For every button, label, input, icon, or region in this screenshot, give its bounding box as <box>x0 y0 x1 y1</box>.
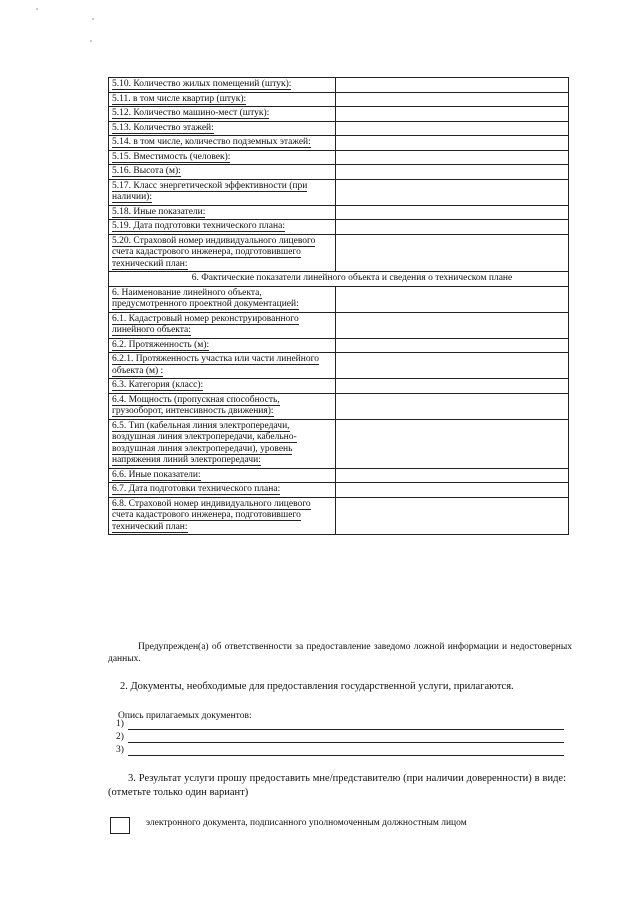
field-value-cell[interactable] <box>336 121 569 136</box>
field-value-cell[interactable] <box>336 234 569 272</box>
field-value-cell[interactable] <box>336 150 569 165</box>
field-value-cell[interactable] <box>336 286 569 312</box>
form-row <box>109 179 569 205</box>
field-label <box>109 78 336 93</box>
field-label-text: 5.13. Количество этажей: <box>112 122 214 133</box>
field-value-cell[interactable] <box>336 136 569 151</box>
field-label-text: 5.17. Класс энергетической эффективности (при наличии): <box>112 180 308 202</box>
scan-speck <box>90 40 92 42</box>
field-value-cell[interactable] <box>336 220 569 235</box>
field-label-text: 5.11. в том числе квартир (штук): <box>112 93 247 104</box>
blank-line <box>128 742 564 743</box>
form-row <box>109 205 569 220</box>
field-label-text: 5.10. Количество жилых помещений (штук): <box>112 79 292 89</box>
field-label-text: 6.2.1. Протяженность участка или части линейного объекта (м) : <box>112 354 320 376</box>
field-value-cell[interactable] <box>336 393 569 419</box>
field-label <box>109 419 336 468</box>
field-label <box>109 121 336 136</box>
form-row <box>109 78 569 93</box>
scan-speck <box>36 8 38 10</box>
field-label <box>109 234 336 272</box>
field-value-cell[interactable] <box>336 497 569 535</box>
section-header-row <box>109 272 569 287</box>
field-label <box>109 150 336 165</box>
field-label-text: 5.15. Вместимость (человек): <box>112 151 231 162</box>
documents-paragraph: 2. Документы, необходимые для предоставления государственной услуги, прилагаются. <box>120 681 514 692</box>
field-label <box>109 312 336 338</box>
field-label-text: 5.18. Иные показатели: <box>112 206 206 217</box>
field-label-text: 6.2. Протяженность (м): <box>112 339 210 350</box>
field-value-cell[interactable] <box>336 179 569 205</box>
field-label-text: 6.5. Тип (кабельная линия электропередачи, воздушная линия электропередачи, кабельно-воздушная линия электропередачи), уровень напряжения линий электропередачи: <box>112 420 297 465</box>
field-label-text: 6. Наименование линейного объекта, предусмотренного проектной документацией: <box>112 287 299 309</box>
inventory-title: Опись прилагаемых документов: <box>118 711 252 721</box>
form-row <box>109 220 569 235</box>
electronic-document-checkbox[interactable] <box>110 817 130 834</box>
field-label <box>109 497 336 535</box>
field-label-text: 5.14. в том числе, количество подземных этажей: <box>112 137 311 147</box>
form-row <box>109 497 569 535</box>
field-label <box>109 353 336 379</box>
field-label <box>109 220 336 235</box>
scan-speck <box>92 18 94 20</box>
field-value-cell[interactable] <box>336 338 569 353</box>
field-label-text: 6.7. Дата подготовки технического плана: <box>112 484 281 494</box>
field-label <box>109 179 336 205</box>
electronic-document-option-label: электронного документа, подписанного уполномоченным должностным лицом <box>146 818 467 828</box>
field-value-cell[interactable] <box>336 312 569 338</box>
field-label <box>109 286 336 312</box>
field-value-cell[interactable] <box>336 205 569 220</box>
inventory-line-2[interactable] <box>116 732 564 744</box>
form-row <box>109 107 569 122</box>
form-row <box>109 483 569 498</box>
form-row <box>109 286 569 312</box>
form-row <box>109 312 569 338</box>
blank-line <box>128 755 564 756</box>
field-label <box>109 483 336 498</box>
inventory-line-3[interactable] <box>116 745 564 757</box>
inventory-line-1[interactable] <box>116 719 564 731</box>
field-label-text: 6.4. Мощность (пропускная способность, грузооборот, интенсивность движения): <box>112 394 280 416</box>
field-label <box>109 92 336 107</box>
form-row <box>109 234 569 272</box>
field-label-text: 6.3. Категория (класс): <box>112 380 204 390</box>
form-row <box>109 136 569 151</box>
form-row <box>109 468 569 483</box>
form-row <box>109 121 569 136</box>
field-label-text: 5.19. Дата подготовки технического плана: <box>112 221 285 231</box>
field-value-cell[interactable] <box>336 353 569 379</box>
field-value-cell[interactable] <box>336 419 569 468</box>
field-label <box>109 205 336 220</box>
inventory-number: 3) <box>116 745 124 755</box>
field-label <box>109 393 336 419</box>
form-row <box>109 92 569 107</box>
field-label-text: 5.20. Страховой номер индивидуального лицевого счета кадастрового инженера, подготовившего технический план: <box>112 235 316 269</box>
field-value-cell[interactable] <box>336 78 569 93</box>
field-label-text: 6.1. Кадастровый номер реконструированного линейного объекта: <box>112 313 299 335</box>
form-row <box>109 353 569 379</box>
field-label-text: 5.16. Высота (м): <box>112 166 181 176</box>
section-header: 6. Фактические показатели линейного объекта и сведения о техническом плане <box>109 272 569 287</box>
field-label-text: 6.6. Иные показатели: <box>112 469 201 480</box>
field-label <box>109 136 336 151</box>
field-value-cell[interactable] <box>336 483 569 498</box>
inventory-number: 1) <box>116 719 124 729</box>
form-row <box>109 338 569 353</box>
form-row <box>109 150 569 165</box>
field-value-cell[interactable] <box>336 107 569 122</box>
form-table <box>108 77 569 535</box>
form-row <box>109 379 569 394</box>
blank-line <box>128 729 564 730</box>
warning-text: Предупрежден(а) об ответственности за предоставление заведомо ложной информации и недостоверных данных. <box>108 642 572 664</box>
field-label <box>109 379 336 394</box>
field-label <box>109 107 336 122</box>
inventory-number: 2) <box>116 732 124 742</box>
field-label-text: 6.8. Страховой номер индивидуального лицевого счета кадастрового инженера, подготовившего технический план: <box>112 498 311 532</box>
field-value-cell[interactable] <box>336 165 569 180</box>
field-value-cell[interactable] <box>336 92 569 107</box>
result-paragraph: 3. Результат услуги прошу предоставить мне/представителю (при наличии доверенности) в виде: (отметьте только один вариант) <box>108 773 566 798</box>
field-value-cell[interactable] <box>336 379 569 394</box>
field-label <box>109 338 336 353</box>
form-row <box>109 165 569 180</box>
form-row <box>109 393 569 419</box>
field-value-cell[interactable] <box>336 468 569 483</box>
field-label <box>109 165 336 180</box>
field-label <box>109 468 336 483</box>
form-row <box>109 419 569 468</box>
field-label-text: 5.12. Количество машино-мест (штук): <box>112 108 270 118</box>
